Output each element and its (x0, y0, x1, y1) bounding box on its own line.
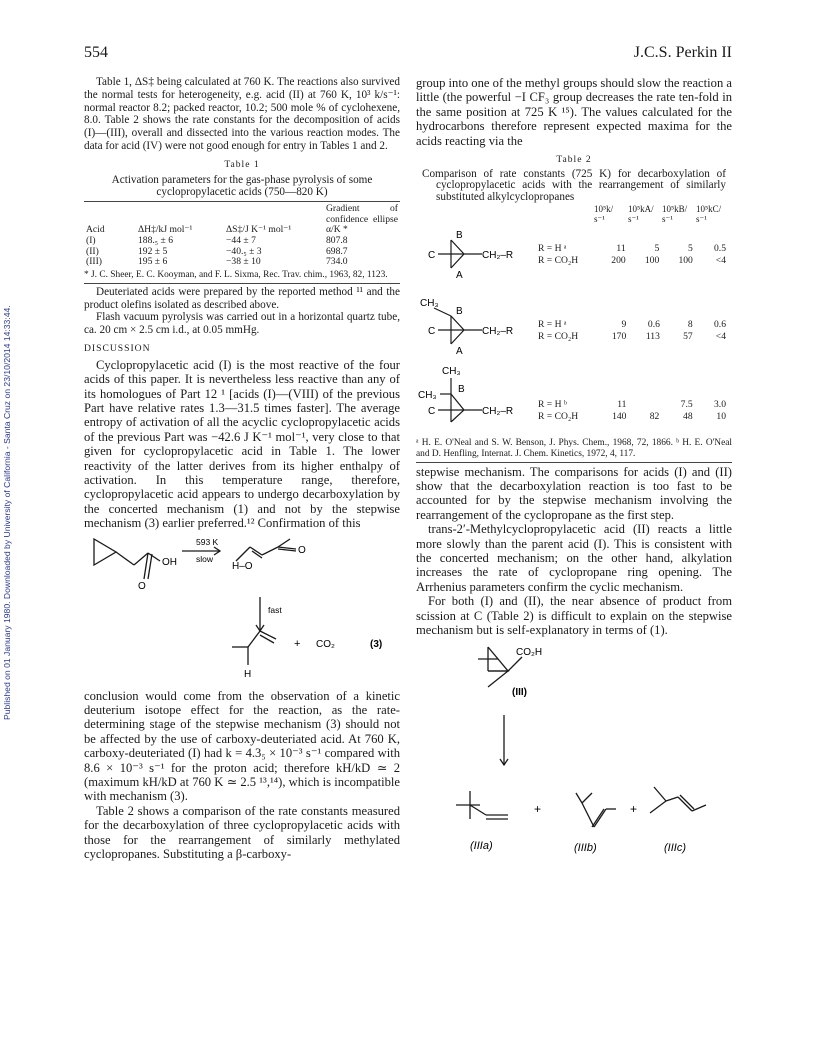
table2-header: 10⁵kB/ s⁻¹ (662, 203, 688, 224)
left-column (84, 76, 400, 861)
structure-iiia-label: (IIIa) (470, 840, 493, 853)
label-b: B (458, 383, 465, 395)
label-ch2r: CH₂–R (482, 325, 514, 337)
label-c: C (428, 325, 436, 337)
scheme-drawing (84, 535, 400, 685)
table-cell: −40.₅ ± 3 (226, 245, 262, 257)
table-cell (632, 400, 663, 411)
table1-header-acid: Acid (86, 224, 105, 236)
table1-caption: Activation parameters for the gas-phase pyrolysis of some cyclopropylacetic acids (750—820 K) (111, 173, 373, 199)
table2-header: 10⁵k/ s⁻¹ (594, 203, 614, 224)
page-number: 554 (84, 44, 108, 61)
label-ch3: CH₃ (442, 365, 461, 377)
table-cell: 0.5 (714, 242, 726, 254)
table-cell: 698.7 (326, 245, 348, 257)
conclusion-paragraph: conclusion would come from the observation of a kinetic deuterium isotope effect for the reaction, as the rate-determining stage of the stepwise mechanism (3) should not be affected by the use of carboxy-deuteriated acid. At 760 K, carboxy-deuteriated (I) had k = 4.3₅ × 10⁻³ s⁻¹ compared with 8.6 × 10⁻³ s⁻¹ for the proton acid; therefore kH/kD ≃ 2 (maximum kH/kD at 760 K ≃ 2.5 ¹³,¹⁴), which is incompatible with mechanism (3). (84, 688, 400, 804)
table-cell: R = H ᵃ (538, 242, 567, 254)
table-cell: <4 (715, 255, 726, 267)
scheme-oh-label: OH (162, 556, 177, 568)
co2h-label: CO₂H (516, 647, 543, 659)
table2-label: Table 2 (556, 154, 592, 166)
table-cell: 200 (611, 255, 626, 267)
table-cell: 0.6 (714, 318, 726, 330)
table-cell: 100 (644, 255, 660, 267)
table-cell: 140 (612, 411, 627, 423)
journal-name: J.C.S. Perkin II (633, 44, 732, 61)
table-cell: <4 (715, 331, 726, 343)
scheme-o-label: O (138, 580, 146, 592)
table-cell: 188.₅ ± 6 (138, 234, 173, 246)
table-cell: 5 (688, 242, 693, 254)
download-notice: Published on 01 January 1980. Downloaded by University of California - Santa Cruz on 23/10/2014 14:33:44. (2, 305, 12, 720)
table-cell: 48 (683, 411, 693, 423)
table2-values (532, 318, 732, 346)
discussion-paragraph: Cyclopropylacetic acid (I) is the most reactive of the four acids of this paper. It is nevertheless less reactive than any of its homologues of Part 12 ¹ [acids (I)—(VIII) of the previous Part have relative rates 1.3—31.5 times faster]. The average entropy of activation of all the acyclic cyclopropylacetic acids of the previous Part was −42.6 J K⁻¹ mol⁻¹, very close to that given for cyclopropylacetic acid in Table 1. The lower reactivity of the latter derives from its higher enthalpy of activation. In this temperature range, therefore, cyclopropylacetic acid appears to undergo decarboxylation by the concerted mechanism (1) and not by the stepwise mechanism (3) earlier preferred.¹² Confirmation of this (84, 357, 400, 531)
table-cell: 82 (649, 411, 660, 423)
table2-caption: Comparison of rate constants (725 K) for decarboxylation of cyclopropylacetic acids with the rearrangement of similarly substituted alkylcyclopropanes (422, 167, 726, 204)
structure-drawing (416, 364, 532, 436)
table-cell: 113 (645, 331, 660, 343)
table-row (84, 236, 400, 247)
scheme-condition-slow: slow (196, 553, 214, 564)
table2-values (532, 398, 732, 426)
table-cell: 9 (621, 318, 627, 330)
table1-label: Table 1 (224, 158, 260, 170)
table2-values (532, 242, 732, 270)
scheme-fast-label: fast (268, 604, 282, 615)
table1-footnote: * J. C. Sheer, E. C. Kooyman, and F. L. Sixma, Rec. Trav. chim., 1963, 82, 1123. (84, 269, 388, 280)
table-cell: R = CO₂H (538, 411, 579, 423)
table-cell: 192 ± 5 (138, 245, 168, 257)
table-cell: (II) (86, 245, 99, 257)
label-ch2r: CH₂–R (482, 249, 514, 261)
table1-header-gradient: Gradient of confidence ellipse α/K * (326, 203, 398, 236)
table-cell: −44 ± 7 (226, 234, 256, 246)
table-cell: R = CO₂H (538, 255, 579, 267)
table-cell: −38 ± 10 (226, 256, 261, 268)
deuteriated-paragraph: Deuteriated acids were prepared by the reported method ¹¹ and the product olefins isolated as described above. (84, 285, 400, 311)
table2-discussion-paragraph: Table 2 shows a comparison of the rate constants measured for the decarboxylation of three cyclopropylacetic acids with those for the rearrangement of similarly methylated cyclopropanes. Substituting a β-carboxy- (84, 803, 400, 862)
forboth-paragraph: For both (I) and (II), the near absence of product from scission at C (Table 2) is difficult to explain on the stepwise mechanism but is self-explanatory in terms of (1). (416, 594, 732, 638)
label-c: C (428, 405, 436, 417)
table-row (534, 412, 730, 423)
table-row (534, 332, 730, 343)
scheme-o2-label: O (298, 544, 306, 556)
table-cell: (I) (86, 234, 96, 246)
structure-iiic-label: (IIIc) (664, 842, 686, 855)
table2-column-headers (594, 204, 732, 224)
table-rule (84, 201, 400, 202)
table2-header: 10⁵kA/ s⁻¹ (628, 203, 654, 224)
table-cell: 734.0 (326, 256, 348, 268)
table-cell: R = H ᵃ (538, 318, 567, 330)
table-rule (84, 283, 400, 284)
table-cell: 0.6 (647, 318, 660, 330)
scheme-ho-label: H–O (232, 560, 253, 572)
section-heading: DISCUSSION (84, 342, 151, 354)
reaction-scheme-3 (84, 535, 400, 685)
table-row (534, 320, 730, 331)
structure-drawing (416, 224, 532, 290)
table-cell: 195 ± 6 (138, 256, 168, 268)
structure-iii-label: (III) (512, 687, 527, 699)
table-rule (416, 462, 732, 463)
flash-paragraph: Flash vacuum pyrolysis was carried out in a horizontal quartz tube, ca. 20 cm × 2.5 cm i.d., at 0.05 mmHg. (84, 311, 400, 337)
label-a: A (456, 345, 463, 357)
table2-footnotes: ᵃ H. E. O'Neal and S. W. Benson, J. Phys. Chem., 1968, 72, 1866. ᵇ H. E. O'Neal and D. Henfling, Internat. J. Chem. Kinetics, 1972, 4, 117. (416, 437, 732, 459)
structure-drawing (416, 290, 532, 364)
structure-iii-drawing (416, 637, 732, 857)
table2-group-3 (416, 364, 732, 436)
scheme-plus: + (294, 637, 301, 650)
table-cell: 5 (654, 242, 660, 254)
table-row (534, 256, 730, 267)
table-cell: 807.8 (326, 234, 348, 246)
plus-sign: + (534, 802, 542, 817)
table-cell: 3.0 (714, 398, 726, 410)
label-c: C (428, 249, 436, 261)
table-row (534, 400, 730, 411)
table-cell: 170 (611, 331, 627, 343)
scheme-h-label: H (244, 668, 252, 680)
label-ch3: CH₃ (420, 297, 439, 309)
table1 (84, 204, 400, 268)
table-cell: 100 (678, 255, 693, 267)
scheme-equation-number: (3) (370, 638, 383, 650)
table2-group-1 (416, 224, 732, 290)
table-cell: 57 (683, 331, 693, 343)
trans-paragraph: trans-2′-Methylcyclopropylacetic acid (II) reacts a little more slowly than the parent acid (I). This is consistent with the concerted mechanism; on the other hand, alkylation increases the rate of cyclopropane ring opening. The Arrhenius parameters confirm the cyclic mechanism. (416, 522, 732, 594)
table1-header-ds: ΔS‡/J K⁻¹ mol⁻¹ (226, 224, 292, 236)
label-ch3: CH₃ (418, 389, 437, 401)
table1-header-dh: ΔH‡/kJ mol⁻¹ (138, 224, 193, 236)
cyclopropane-ring (94, 539, 116, 565)
table-row (534, 244, 730, 255)
scheme-condition-temp: 593 K (196, 536, 219, 547)
label-b: B (456, 229, 463, 241)
stepwise-paragraph: stepwise mechanism. The comparisons for acids (I) and (II) show that the decarboxylation reaction is too fast to be accounted for by the stepwise mechanism involving the rearrangement of the cyclopropane as the first step. (416, 464, 732, 522)
table-row (84, 257, 400, 268)
table-cell: 8 (687, 318, 693, 330)
right-column (416, 76, 732, 857)
structure-iiib-label: (IIIb) (574, 842, 597, 855)
label-ch2r: CH₂–R (482, 405, 514, 417)
plus-sign: + (630, 802, 638, 817)
table-cell: R = H ᵇ (538, 398, 567, 410)
table-cell: 7.5 (680, 398, 693, 410)
label-a: A (456, 269, 463, 281)
table-cell: (III) (86, 256, 102, 268)
table-cell: 11 (616, 242, 626, 254)
table-cell: R = CO₂H (538, 331, 579, 343)
structure-iii-scheme (416, 637, 732, 857)
intro-paragraph: Table 1, ΔS‡ being calculated at 760 K. The reactions also survived the normal tests for heterogeneity, e.g. acid (II) at 760 K, 10³ k/s⁻¹: normal reactor 8.2; packed reactor, 10.2; 500 mole % of cyclohexene, 8.0. Table 2 shows the rate constants for the decomposition of acids (I)—(III), overall and dissected into the various reaction modes. The data for acid (IV) were not good enough for entry in Tables 1 and 2. (84, 76, 400, 152)
table-cell: 10 (716, 411, 726, 423)
right-intro-paragraph: group into one of the methyl groups should slow the reaction a little (the powerful −I CF₃ group decreases the rate ten-fold in the same position at 725 K ¹⁵). The values calculated for the hydrocarbons therefore represent expected maxima for the acids reacting via the (416, 76, 732, 148)
table2-header: 10⁵kC/ s⁻¹ (696, 203, 722, 224)
table1-header-row (84, 204, 400, 236)
label-b: B (456, 305, 463, 317)
table-cell: 11 (617, 398, 627, 410)
table2-group-2 (416, 290, 732, 364)
scheme-co2: CO₂ (316, 638, 335, 650)
